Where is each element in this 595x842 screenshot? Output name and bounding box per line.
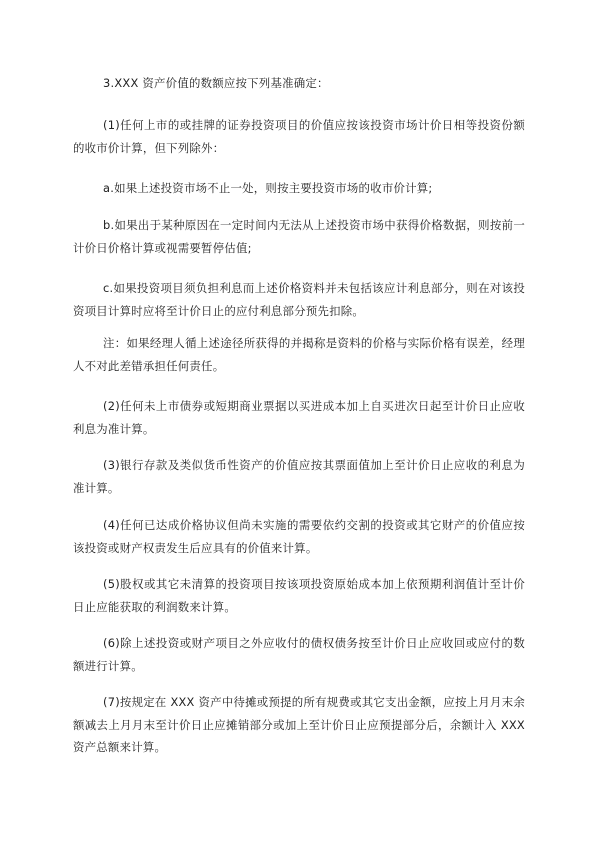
paragraph-unlisted-bonds: (2)任何未上市债券或短期商业票据以买进成本加上自买进次日起至计价日止应收利息为准计算。 — [73, 399, 525, 436]
paragraph-exception-c: c.如果投资项目须负担利息而上述价格资料并未包括该应计利息部分，则在对该投资项目计算时应将至计价日止的应付利息部分预先扣除。 — [73, 281, 525, 318]
paragraph-deferred-accrued-expenses: (7)按规定在 XXX 资产中待摊或预提的所有规费或其它支出金额，应按上月月末余额减去上月月末至计价日止应摊销部分或加上至计价日止应预提部分后，余额计入 XXX 资产总额来计算。 — [73, 695, 525, 754]
paragraph-exception-b: b.如果出于某种原因在一定时间内无法从上述投资市场中获得价格数据，则按前一计价日价格计算或视需要暂停估值; — [73, 218, 525, 255]
paragraph-asset-valuation-basis: 3.XXX 资产价值的数额应按下列基准确定： — [103, 76, 329, 90]
paragraph-equity-investments: (5)股权或其它未清算的投资项目按该项投资原始成本加上依预期利润值计至计价日止应能获取的利润数来计算。 — [73, 577, 525, 614]
paragraph-receivables-payables: (6)除上述投资或财产项目之外应收付的债权债务按至计价日止应收回或应付的数额进行计算。 — [73, 636, 525, 673]
paragraph-pending-settlement: (4)任何已达成价格协议但尚未实施的需要依约交割的投资或其它财产的价值应按该投资或财产权责发生后应具有的价值来计算。 — [73, 518, 525, 555]
paragraph-listed-securities: (1)任何上市的或挂牌的证券投资项目的价值应按该投资市场计价日相等投资份额的收市价计算，但下列除外： — [73, 118, 525, 155]
paragraph-bank-deposits: (3)银行存款及类似货币性资产的价值应按其票面值加上至计价日止应收的利息为准计算。 — [73, 458, 525, 495]
paragraph-note: 注：如果经理人循上述途径所获得的并揭称是资料的价格与实际价格有误差，经理人不对此差错承担任何责任。 — [73, 336, 525, 373]
paragraph-exception-a: a.如果上述投资市场不止一处，则按主要投资市场的收市价计算; — [103, 181, 433, 195]
